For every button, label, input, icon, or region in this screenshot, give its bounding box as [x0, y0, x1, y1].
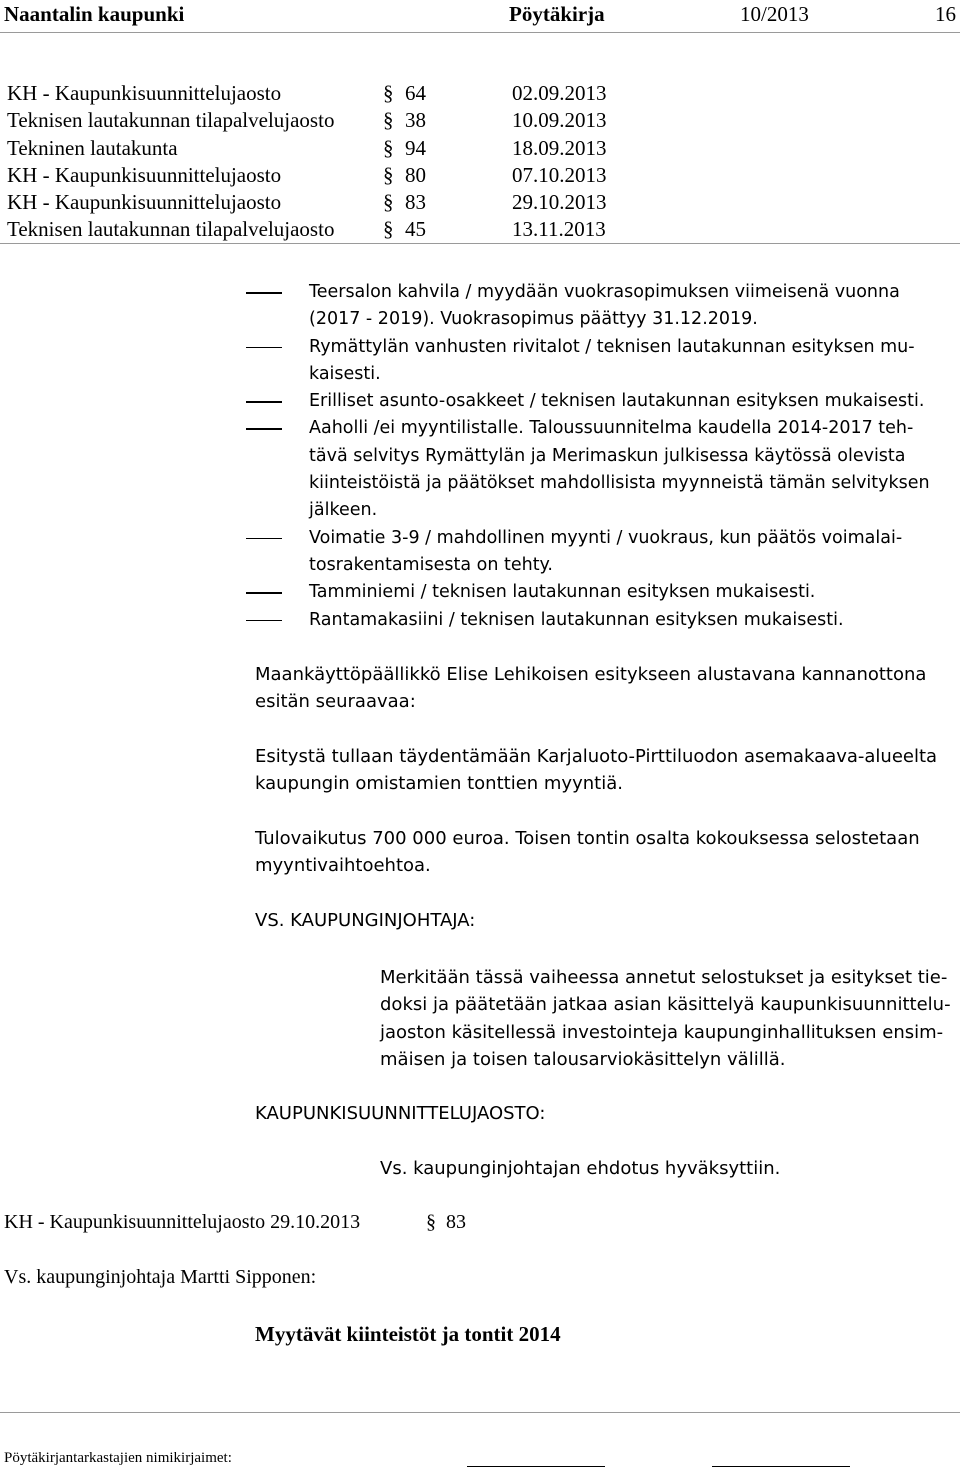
list-item-line: kiinteistöistä ja päätökset mahdollisista myynneistä tämän selvityksen: [309, 473, 930, 494]
subject-title: Myytävät kiinteistöt ja tontit 2014: [255, 1322, 561, 1346]
organization-name: Naantalin kaupunki: [4, 2, 185, 26]
page-number: 16: [935, 2, 956, 26]
history-number: 38: [405, 108, 426, 133]
list-item: [246, 525, 960, 580]
history-body: KH - Kaupunkisuunnittelujaosto: [7, 81, 282, 105]
committee-heading: KAUPUNKISUUNNITTELUJAOSTO:: [255, 1103, 546, 1124]
list-item-line: Teersalon kahvila / myydään vuokrasopimuksen viimeisenä vuonna: [309, 282, 900, 302]
proposal-intro-paragraph: [255, 661, 926, 716]
footer-label: Pöytäkirjantarkastajien nimikirjaimet:: [4, 1450, 232, 1466]
paragraph-line: Maankäyttöpäällikkö Elise Lehikoisen esitykseen alustavana kannanottona: [255, 664, 927, 685]
paragraph-line: myyntivaihtoehtoa.: [255, 855, 431, 877]
list-item-line: Aaholli /ei myyntilistalle. Taloussuunnitelma kaudella 2014-2017 teh-: [309, 418, 914, 439]
list-item-line: Rymättylän vanhusten rivitalot / teknisen lautakunnan esityksen mu-: [309, 336, 915, 357]
section-sign: §: [426, 1211, 436, 1233]
committee-decision: Vs. kaupunginjohtajan ehdotus hyväksyttiin.: [380, 1158, 781, 1179]
paragraph-line: Esitystä tullaan täydentämään Karjaluoto-Pirttiluodon asemakaava-alueelta: [255, 746, 938, 767]
mayor-proposal-text: [380, 964, 951, 1073]
signature-line: [467, 1466, 605, 1467]
history-body: Teknisen lautakunnan tilapalvelujaosto: [7, 108, 335, 133]
section-sign: §: [383, 162, 394, 187]
list-item: [246, 579, 960, 606]
list-item: [246, 334, 960, 389]
section-sign: §: [383, 108, 394, 133]
header-rule: [0, 32, 960, 33]
history-number: 80: [405, 162, 426, 187]
footer-rule: [0, 1412, 960, 1413]
list-item: [246, 415, 960, 524]
section-sign: §: [383, 81, 394, 105]
document-type: Pöytäkirja: [509, 2, 605, 26]
history-body: KH - Kaupunkisuunnittelujaosto: [7, 162, 282, 187]
history-number: 64: [405, 81, 426, 105]
presenter: Vs. kaupunginjohtaja Martti Sipponen:: [4, 1266, 317, 1288]
list-item-line: Erilliset asunto-osakkeet / teknisen lautakunnan esityksen mukaisesti.: [309, 391, 925, 412]
paragraph-line: Merkitään tässä vaiheessa annetut selostukset ja esitykset tie-: [380, 967, 948, 988]
history-date: 18.09.2013: [512, 135, 607, 160]
history-date: 02.09.2013: [512, 81, 607, 105]
list-item-line: tosrakentamisesta on tehty.: [309, 554, 553, 575]
meeting-section-number: 83: [446, 1211, 466, 1233]
signature-line: [712, 1466, 850, 1467]
history-body: Teknisen lautakunnan tilapalvelujaosto: [7, 217, 335, 242]
history-number: 94: [405, 135, 426, 160]
list-item-line: Rantamakasiini / teknisen lautakunnan esityksen mukaisesti.: [309, 609, 844, 630]
property-list: [246, 279, 960, 634]
history-number: 83: [405, 190, 426, 215]
list-item-line: tävä selvitys Rymättylän ja Merimaskun julkisessa käytössä olevista: [309, 445, 906, 466]
paragraph-line: mäisen ja toisen talousarviokäsittelyn välillä.: [380, 1048, 786, 1070]
list-item-line: kaisesti.: [309, 363, 381, 384]
history-body: KH - Kaupunkisuunnittelujaosto: [7, 190, 282, 215]
list-item-line: Voimatie 3-9 / mahdollinen myynti / vuokraus, kun päätös voimalai-: [309, 527, 903, 548]
paragraph-line: kaupungin omistamien tonttien myyntiä.: [255, 773, 623, 795]
list-item-line: (2017 - 2019). Vuokrasopimus päättyy 31.12.2019.: [309, 309, 758, 330]
history-date: 10.09.2013: [512, 108, 607, 133]
section-sign: §: [383, 217, 394, 242]
history-date: 13.11.2013: [512, 217, 606, 242]
history-number: 45: [405, 217, 426, 242]
revenue-paragraph: [255, 825, 920, 880]
list-item: [246, 607, 960, 634]
paragraph-line: jaoston käsitellessä investointeja kaupunginhallituksen ensim-: [380, 1021, 944, 1043]
history-body: Tekninen lautakunta: [7, 135, 178, 160]
history-rule: [0, 243, 960, 244]
list-item-line: jälkeen.: [309, 500, 378, 521]
history-date: 29.10.2013: [512, 190, 607, 215]
history-date: 07.10.2013: [512, 162, 607, 187]
proposal-addition-paragraph: [255, 743, 937, 798]
paragraph-line: doksi ja päätetään jatkaa asian käsittelyä kaupunkisuunnittelu-: [380, 994, 951, 1016]
paragraph-line: esitän seuraavaa:: [255, 691, 416, 713]
list-item: [246, 388, 960, 415]
section-sign: §: [383, 190, 394, 215]
section-sign: §: [383, 135, 394, 160]
issue-number: 10/2013: [740, 2, 809, 26]
list-item: [246, 279, 960, 334]
meeting-reference: KH - Kaupunkisuunnittelujaosto 29.10.2013: [4, 1211, 361, 1233]
mayor-heading: VS. KAUPUNGINJOHTAJA:: [255, 910, 476, 931]
list-item-line: Tamminiemi / teknisen lautakunnan esityksen mukaisesti.: [309, 582, 816, 603]
paragraph-line: Tulovaikutus 700 000 euroa. Toisen tontin osalta kokouksessa selostetaan: [255, 828, 920, 849]
